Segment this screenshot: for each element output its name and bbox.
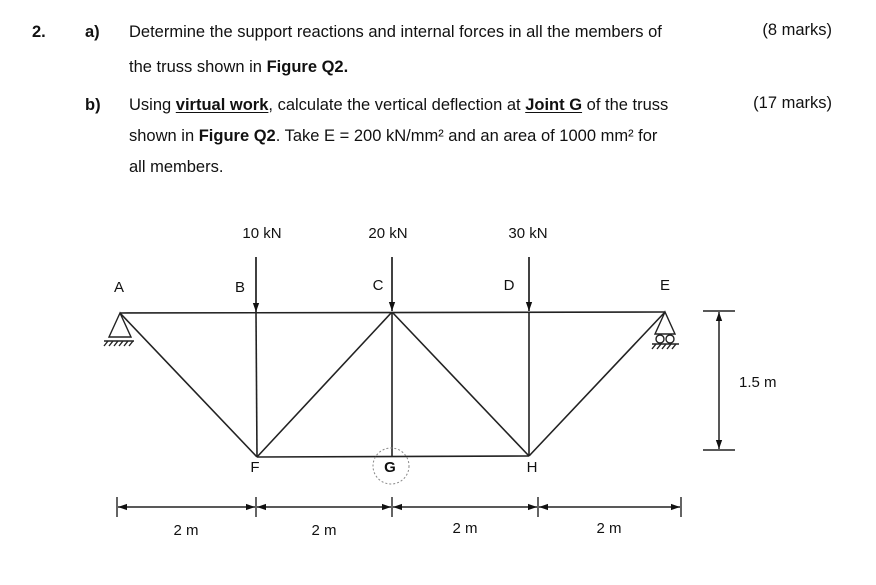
member-bf xyxy=(256,313,257,457)
load-label-c: 20 kN xyxy=(368,225,408,242)
figure-reference: Figure Q2. xyxy=(266,58,349,76)
joint-label-g: G xyxy=(384,459,396,476)
joint-label-e: E xyxy=(659,277,671,294)
figure-reference-b: Figure Q2 xyxy=(198,127,276,145)
height-label: 1.5 m xyxy=(739,374,777,391)
member-af xyxy=(120,313,257,457)
pin-support-a xyxy=(104,313,134,346)
load-label-d: 30 kN xyxy=(508,225,548,242)
member-bottom-chord xyxy=(257,456,529,457)
virtual-work-term: virtual work xyxy=(175,96,269,114)
part-b-line-1-mid: , calculate the vertical deflection at xyxy=(268,96,526,114)
part-b-marks: (17 marks) xyxy=(753,94,832,112)
part-a-line-1: Determine the support reactions and internal forces in all the members of xyxy=(129,23,662,41)
member-he xyxy=(529,312,665,456)
joint-label-c: C xyxy=(372,277,384,294)
span-label-3: 2 m xyxy=(452,520,478,537)
member-fc xyxy=(257,312,392,457)
part-b-line-2-pre: shown in xyxy=(129,127,199,145)
part-a-line-2-text: the truss shown in xyxy=(129,58,267,76)
question-number: 2. xyxy=(32,23,46,41)
span-label-4: 2 m xyxy=(596,520,622,537)
joint-label-d: D xyxy=(503,277,515,294)
part-b-label: b) xyxy=(85,96,101,114)
part-b-line-2-post: . Take E = 200 kN/mm² and an area of 1000 mm² for xyxy=(275,127,658,145)
load-label-b: 10 kN xyxy=(242,225,282,242)
joint-label-a: A xyxy=(113,279,125,296)
joint-label-h: H xyxy=(526,459,538,476)
height-dimension xyxy=(703,311,735,450)
part-b-line-1-pre: Using xyxy=(129,96,176,114)
part-a-marks: (8 marks) xyxy=(762,21,832,39)
part-b-line-1-post: of the truss xyxy=(582,96,669,114)
joint-g-term: Joint G xyxy=(525,96,583,114)
roller-support-e xyxy=(652,312,679,349)
span-label-2: 2 m xyxy=(311,522,337,539)
span-label-1: 2 m xyxy=(173,522,199,539)
joint-label-b: B xyxy=(234,279,246,296)
joint-label-f: F xyxy=(250,459,260,476)
member-ch xyxy=(392,312,529,456)
part-a-label: a) xyxy=(85,23,100,41)
span-dimension-line xyxy=(117,497,681,517)
part-b-line-3: all members. xyxy=(129,158,224,176)
